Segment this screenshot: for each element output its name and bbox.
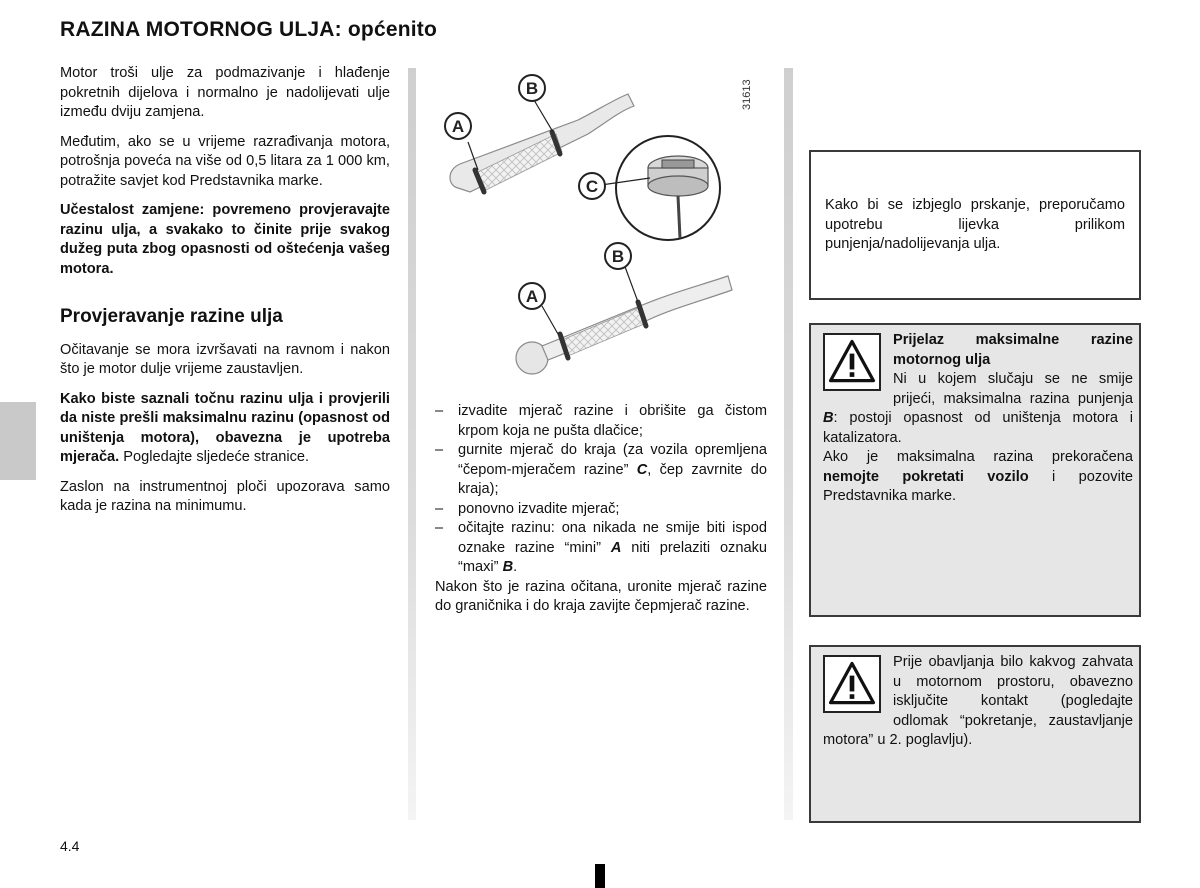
max-level-warning-box	[809, 323, 1141, 617]
dipstick-illustration	[428, 62, 772, 390]
break-in-paragraph: Međutim, ako se u vrijeme razrađivanja motora, potrošnja poveća na više od 0,5 litara za 1 000 km, potražite savjet kod Predstavnika marke.	[60, 133, 390, 189]
step-text: izvadite mjerač razine i obrišite ga čistom krpom koja ne pušta dlačice;	[458, 403, 767, 439]
label-b-lower-text: B	[611, 247, 625, 266]
chapter-tab	[0, 402, 36, 480]
dipstick-paragraph	[60, 390, 390, 468]
frequency-text: Učestalost zamjene: povremeno provjeravajte razinu ulja, a svakako to činite prije svakog dužeg puta zbog opasnosti od oštećenja vašeg motora.	[60, 202, 390, 277]
list-dash: –	[435, 500, 444, 517]
warning-text: : postoji opasnost od uništenja motora i katalizatora.	[823, 410, 1133, 446]
warning-text: Ni u kojem slučaju se ne smije prijeći, maksimalna razina punjenja	[893, 371, 1133, 407]
middle-column	[435, 402, 767, 627]
step-text: očitajte razinu: ona nikada ne smije biti ispod oznake razine “mini”	[458, 520, 767, 556]
after-reading-paragraph: Nakon što je razina očitana, uronite mjerač razine do graničnika i do kraja zavijte čepmjerač razine.	[435, 578, 767, 614]
step-ref-b: B	[502, 559, 514, 575]
warning-text-2	[823, 448, 1133, 507]
list-item	[435, 441, 767, 500]
procedure-list	[435, 402, 767, 578]
funnel-note-text: Kako bi se izbjeglo prskanje, preporučamo upotrebu lijevka prilikom punjenja/nadolijevanja ulja.	[825, 197, 1125, 252]
footer-marker	[595, 864, 605, 888]
list-dash: –	[435, 520, 444, 536]
reading-paragraph: Očitavanje se mora izvršavati na ravnom i nakon što je motor dulje vrijeme zaustavljen.	[60, 341, 390, 377]
section-heading: Provjeravanje razine ulja	[60, 306, 283, 327]
step-ref-a: A	[610, 539, 622, 556]
step-text: , čep zavrnite do kraja);	[458, 461, 767, 497]
left-column	[60, 64, 390, 527]
step-text: gurnite mjerač do kraja (za vozila opremljena “čepom-mjeračem razine”	[458, 442, 767, 478]
page-title: RAZINA MOTORNOG ULJA: općenito	[60, 18, 437, 41]
warning-bold-text: nemojte pokretati vozilo	[823, 468, 1029, 485]
page-number: 4.4	[60, 838, 80, 854]
step-text: ponovno izvadite mjerač;	[458, 500, 620, 517]
dipstick-rest-text: Pogledajte sljedeće stranice.	[119, 449, 310, 465]
dashboard-paragraph: Zaslon na instrumentnoj ploči upozorava samo kada je razina na minimumu.	[60, 478, 390, 514]
ignition-warning-text: Prije obavljanja bilo kakvog zahvata u motornom prostoru, obavezno isključite kontakt (pogledajte odlomak “pokretanje, zaustavljanje motora” u 2. poglavlju).	[823, 654, 1133, 748]
step-ref-c: C	[636, 461, 648, 478]
label-a-lower-text: A	[525, 287, 539, 306]
column-divider	[784, 68, 793, 820]
label-b-upper-text: B	[525, 79, 539, 98]
column-divider	[408, 68, 416, 820]
warning-text: Ako je maksimalna razina prekoračena	[823, 449, 1133, 465]
warning-triangle-icon	[823, 333, 881, 391]
step-text: niti prelaziti oznaku “maxi”	[458, 539, 768, 575]
funnel-note-box	[809, 150, 1141, 300]
list-item	[435, 519, 767, 578]
warning-triangle-icon	[823, 655, 881, 713]
ignition-warning-box	[809, 645, 1141, 823]
warning-text: i pozovite Predstavnika marke.	[823, 468, 1133, 504]
label-c-text: C	[585, 177, 599, 196]
list-dash: –	[435, 403, 444, 419]
warning-heading-text: Prijelaz maksimalne razine motornog ulja	[893, 332, 1133, 368]
label-a-upper-text: A	[451, 117, 465, 136]
step-text: .	[513, 559, 518, 575]
list-item	[435, 402, 767, 441]
list-item	[435, 500, 767, 520]
frequency-paragraph	[60, 201, 390, 279]
intro-paragraph: Motor troši ulje za podmazivanje i hlađenje pokretnih dijelova i normalno je nadolijevati ulje između dviju zamjena.	[60, 65, 390, 120]
figure-ref-number: 31613	[741, 79, 753, 110]
warning-ref-b: B	[823, 410, 834, 426]
list-dash: –	[435, 442, 444, 458]
dipstick-bold-text: Kako biste saznali točnu razinu ulja i provjerili da niste prešli maksimalnu razinu (opasnost od uništenja motora), obavezna je upotreba mjerača.	[60, 390, 390, 465]
lower-dipstick-grip	[562, 308, 644, 356]
